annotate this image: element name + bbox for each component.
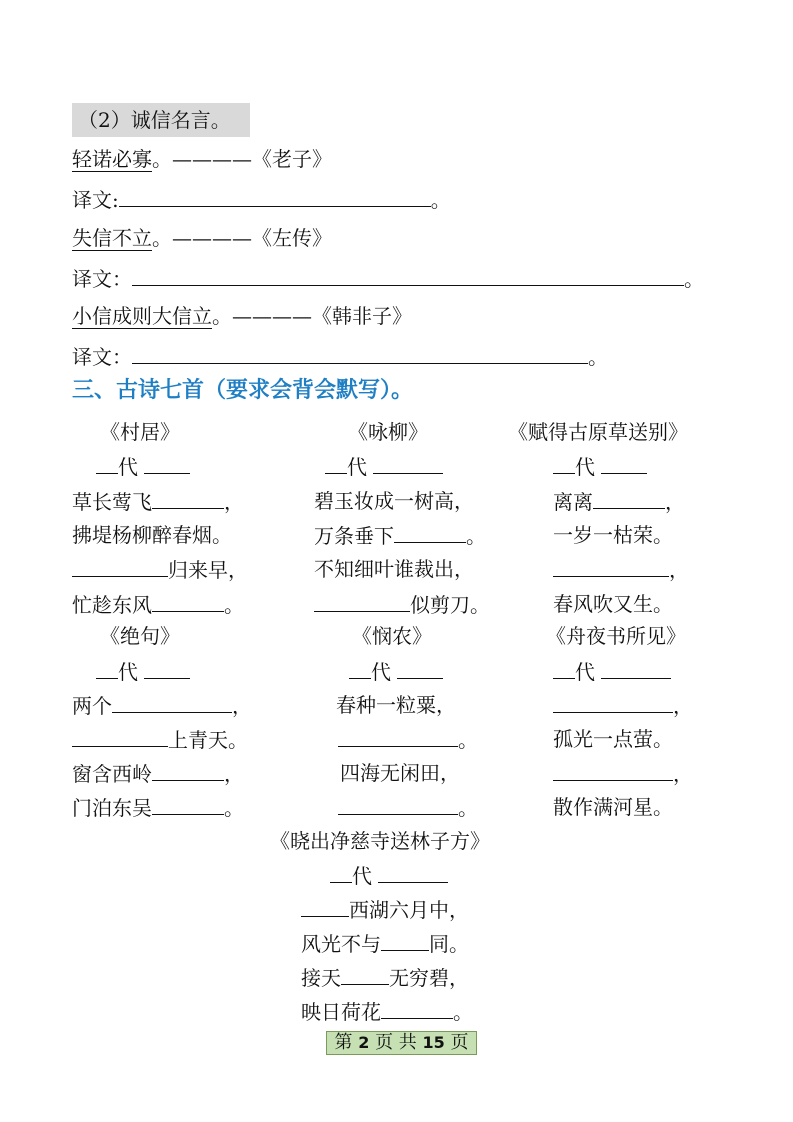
poem-line: 四海无闲田， [340,761,460,785]
punct: ， [665,490,685,514]
author-blank[interactable] [601,453,647,474]
line-text: 同。 [429,932,469,956]
punct: 。 [152,147,172,171]
answer-blank[interactable] [301,896,349,917]
punct: 。 [224,593,244,617]
answer-blank[interactable] [152,591,224,612]
poem-line [72,488,244,515]
poem-line [314,522,486,549]
poem-title: 《咏柳》 [348,420,428,444]
answer-blank[interactable] [394,522,466,543]
dynasty-line [96,453,190,480]
punct: ， [224,762,244,786]
punct: ， [673,762,693,786]
line-text: 上青天。 [168,728,248,752]
quote-line [72,225,332,251]
translation-label: 译文: [72,188,119,212]
dai-label: 代 [118,660,138,684]
line-text: 似剪刀。 [410,593,490,617]
answer-blank[interactable] [314,591,410,612]
dynasty-blank[interactable] [96,658,118,679]
author-blank[interactable] [397,658,443,679]
answer-blank[interactable] [72,726,168,747]
dynasty-blank[interactable] [330,862,352,883]
answer-blank[interactable] [338,726,458,747]
poem-line [314,591,490,618]
dynasty-blank[interactable] [325,453,347,474]
poem-line [72,591,244,618]
section-heading: （2）诚信名言。 [72,103,250,137]
poem-line: 拂堤杨柳醉春烟。 [72,523,232,547]
poem-line [553,488,685,515]
poem-line [72,794,244,821]
translation-line [72,186,451,213]
poem-title: 《绝句》 [100,624,180,648]
section3-title: 三、古诗七首（要求会背会默写）。 [72,378,414,403]
poem-line: 不知细叶谁裁出， [314,557,474,581]
poem-line: 一岁一枯荣。 [553,523,673,547]
poem-line [553,760,693,787]
author-blank[interactable] [601,658,671,679]
line-text: 无穷碧， [389,966,469,990]
answer-blank[interactable] [132,343,588,364]
line-text: 离离 [553,490,593,514]
dynasty-blank[interactable] [553,658,575,679]
author-blank[interactable] [144,453,190,474]
poem-line: 散作满河星。 [553,795,673,819]
footer-post: 页 [450,1032,469,1053]
answer-blank[interactable] [152,794,224,815]
poem-line: 碧玉妆成一树高， [314,489,474,513]
answer-blank[interactable] [152,760,224,781]
line-text: 万条垂下 [314,524,394,548]
author-blank[interactable] [144,658,190,679]
translation-line [72,343,608,370]
punct: ， [224,490,244,514]
dynasty-blank[interactable] [553,453,575,474]
poem-title: 《晓出净慈寺送林子方》 [270,829,490,853]
dynasty-line [330,862,448,889]
answer-blank[interactable] [593,488,665,509]
dai-label: 代 [575,455,595,479]
dynasty-line [553,453,647,480]
line-text: 窗含西岭 [72,762,152,786]
punct: 。 [152,226,172,250]
line-text: 风光不与 [301,932,381,956]
answer-blank[interactable] [132,265,684,286]
dynasty-line [325,453,443,480]
poem-line [338,726,478,753]
quote-text: 小信成则大信立 [72,304,212,328]
punct: 。 [588,345,608,369]
poem-title: 《赋得古原草送别》 [508,420,688,444]
punct: 。 [212,304,232,328]
answer-blank[interactable] [553,556,669,577]
answer-blank[interactable] [341,964,389,985]
dynasty-line [553,658,671,685]
dai-label: 代 [575,660,595,684]
punct: 。 [458,796,478,820]
translation-line [72,265,704,292]
poem-line: 春风吹又生。 [553,592,673,616]
answer-blank[interactable] [381,998,453,1019]
quote-line [72,303,412,329]
dynasty-blank[interactable] [349,658,371,679]
line-text: 归来早， [168,558,248,582]
answer-blank[interactable] [119,186,431,207]
poem-line [301,998,473,1025]
dynasty-line [96,658,190,685]
answer-blank[interactable] [338,794,458,815]
punct: 。 [466,524,486,548]
footer-mid: 页 共 [375,1032,417,1053]
author-blank[interactable] [373,453,443,474]
quote-source: ————《老子》 [172,147,332,171]
line-text: 忙趁东风 [72,593,152,617]
quote-text: 轻诺必寡 [72,147,152,171]
poem-line [301,896,469,923]
translation-label: 译文： [72,345,132,369]
current-page: 2 [358,1033,370,1052]
answer-blank[interactable] [553,760,673,781]
poem-line [301,930,469,957]
quote-source: ————《韩非子》 [232,304,412,328]
poem-title: 《悯农》 [352,624,432,648]
poem-line [72,760,244,787]
poem-line [553,556,689,583]
dai-label: 代 [347,455,367,479]
dynasty-blank[interactable] [96,453,118,474]
poem-line: 春种一粒粟， [336,693,456,717]
punct: ， [669,558,689,582]
poem-line [553,692,693,719]
punct: 。 [458,728,478,752]
poem-line [301,964,469,991]
poem-line [338,794,478,821]
punct: ， [232,694,252,718]
author-blank[interactable] [378,862,448,883]
line-text: 门泊东吴 [72,796,152,820]
punct: 。 [453,1000,473,1024]
answer-blank[interactable] [72,556,168,577]
translation-label: 译文： [72,267,132,291]
answer-blank[interactable] [553,692,673,713]
dai-label: 代 [371,660,391,684]
poem-title: 《舟夜书所见》 [546,624,686,648]
dai-label: 代 [118,455,138,479]
punct: 。 [430,188,451,212]
answer-blank[interactable] [381,930,429,951]
quote-text: 失信不立 [72,226,152,250]
poem-line: 孤光一点萤。 [553,727,673,751]
dai-label: 代 [352,864,372,888]
punct: 。 [684,267,704,291]
poem-title: 《村居》 [100,420,180,444]
line-text: 接天 [301,966,341,990]
footer-pre: 第 [334,1032,353,1053]
dynasty-line [349,658,443,685]
punct: 。 [224,796,244,820]
poem-line [72,556,248,583]
quote-line [72,146,332,172]
answer-blank[interactable] [112,692,232,713]
answer-blank[interactable] [152,488,224,509]
total-pages: 15 [422,1033,445,1052]
poem-line [72,726,248,753]
page-number [326,1031,477,1055]
poem-line [72,692,252,719]
punct: ， [673,694,693,718]
line-text: 两个 [72,694,112,718]
quote-source: ————《左传》 [172,226,332,250]
line-text: 西湖六月中， [349,898,469,922]
line-text: 映日荷花 [301,1000,381,1024]
line-text: 草长莺飞 [72,490,152,514]
